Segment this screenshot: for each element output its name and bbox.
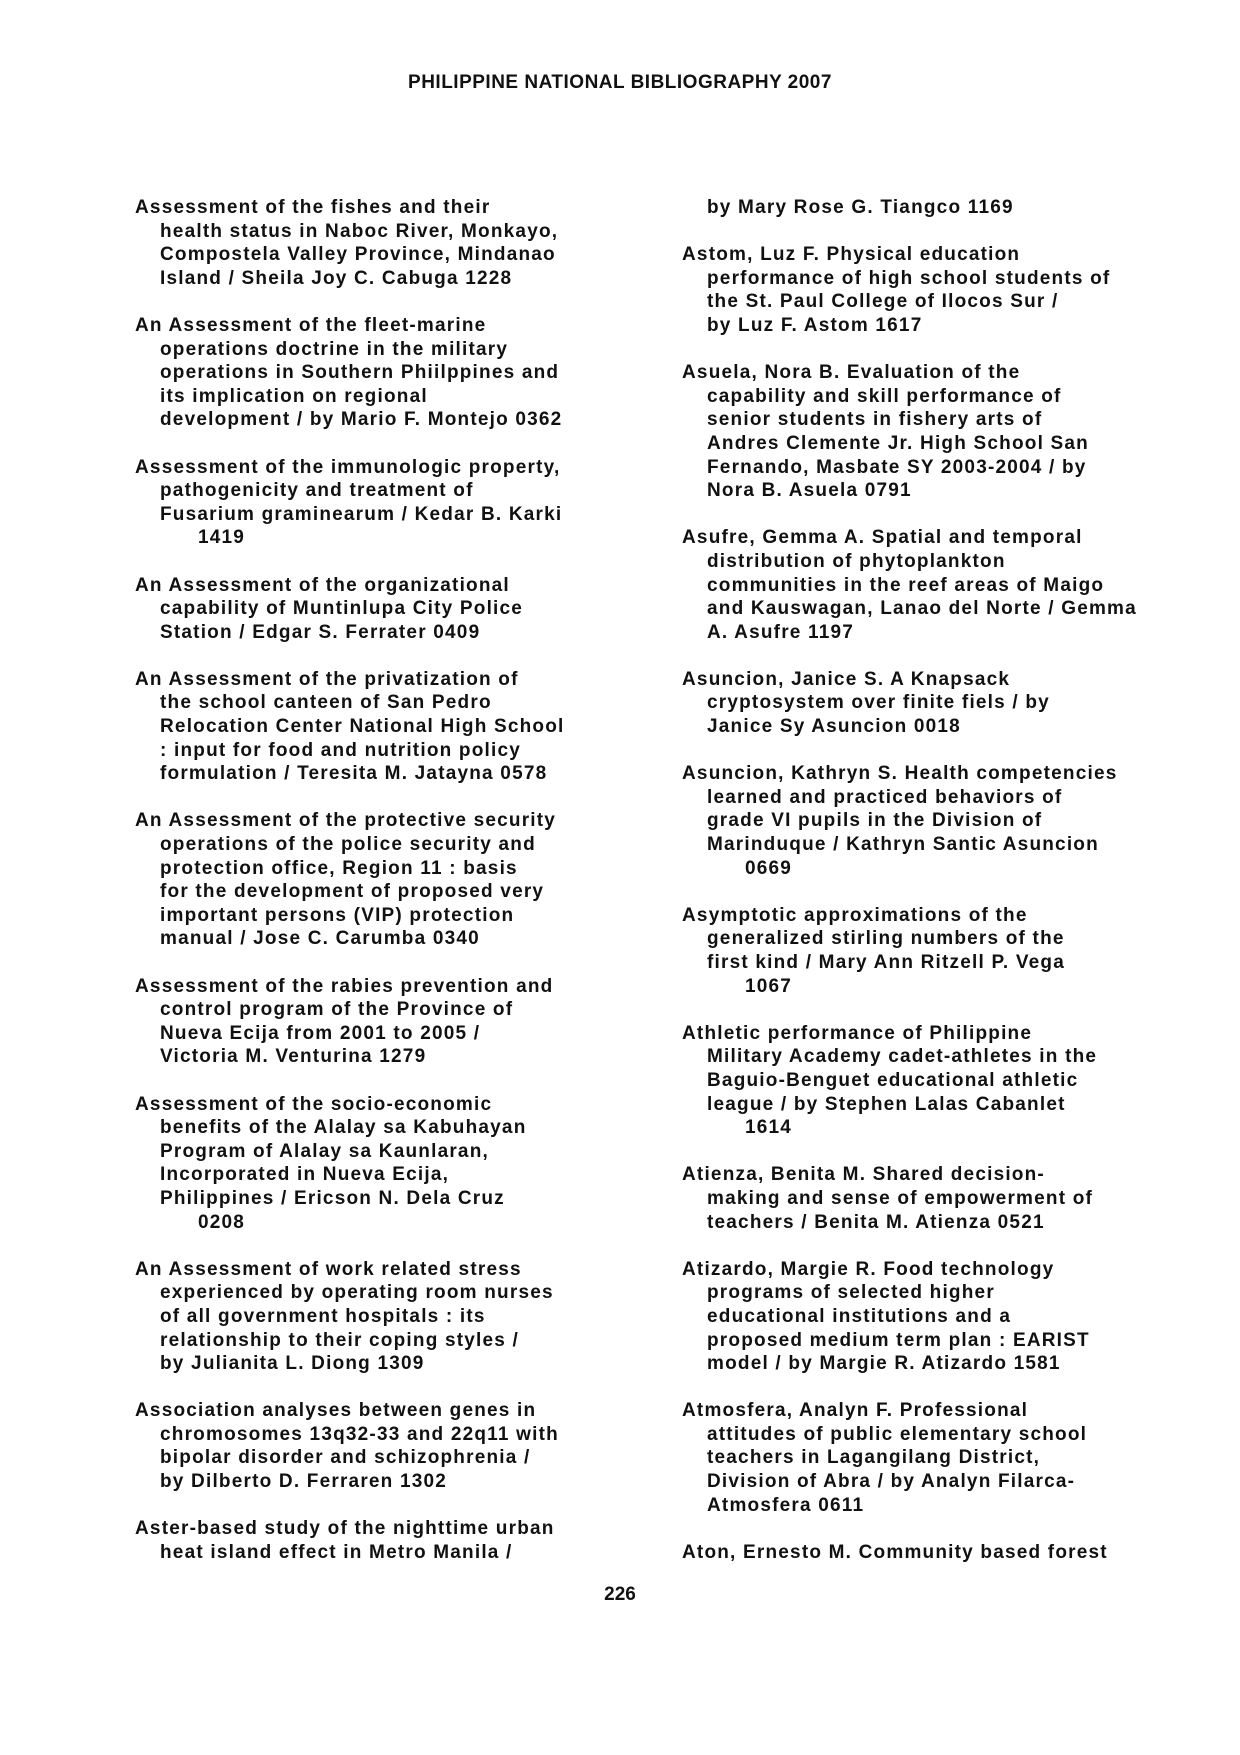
right-column	[682, 196, 1202, 1588]
entry-line: cryptosystem over finite fiels / by	[707, 692, 1050, 714]
entry-line: Asymptotic approximations of the	[682, 904, 1028, 926]
bibliography-entry	[682, 904, 1202, 998]
entry-line: 1614	[745, 1117, 793, 1139]
entry-line: Andres Clemente Jr. High School San	[707, 432, 1089, 454]
bibliography-entry	[682, 243, 1202, 337]
entry-line: An Assessment of the organizational	[135, 574, 510, 596]
entry-line: its implication on regional	[160, 385, 428, 407]
entry-line: Island / Sheila Joy C. Cabuga 1228	[160, 267, 513, 289]
entry-line: programs of selected higher	[707, 1282, 995, 1304]
entry-line: 0669	[745, 857, 793, 879]
bibliography-entry	[135, 1517, 635, 1564]
bibliography-entry	[135, 1399, 635, 1493]
entry-line: grade VI pupils in the Division of	[707, 810, 1043, 832]
entry-line: Atienza, Benita M. Shared decision-	[682, 1164, 1045, 1186]
entry-line: 0208	[198, 1211, 246, 1233]
bibliography-entry	[682, 1022, 1202, 1140]
entry-line: Atizardo, Margie R. Food technology	[682, 1258, 1055, 1280]
entry-line: manual / Jose C. Carumba 0340	[160, 928, 480, 950]
entry-line: benefits of the Alalay sa Kabuhayan	[160, 1117, 527, 1139]
entry-line: of all government hospitals : its	[160, 1305, 486, 1327]
entry-line: chromosomes 13q32-33 and 22q11 with	[160, 1423, 559, 1445]
entry-line: capability of Muntinlupa City Police	[160, 598, 524, 620]
entry-line: Compostela Valley Province, Mindanao	[160, 244, 556, 266]
entry-line: Association analyses between genes in	[135, 1400, 537, 1422]
entry-line: by Julianita L. Diong 1309	[160, 1353, 425, 1375]
entry-line: Relocation Center National High School	[160, 716, 565, 738]
entry-line: experienced by operating room nurses	[160, 1282, 554, 1304]
entry-line: health status in Naboc River, Monkayo,	[160, 220, 559, 242]
entry-line: Baguio-Benguet educational athletic	[707, 1069, 1079, 1091]
entry-line: Division of Abra / by Analyn Filarca-	[707, 1471, 1076, 1493]
entry-line: for the development of proposed very	[160, 881, 545, 903]
entry-line: Nora B. Asuela 0791	[707, 480, 912, 502]
entry-line: : input for food and nutrition policy	[160, 739, 522, 761]
bibliography-entry	[682, 1163, 1202, 1234]
bibliography-entry	[135, 314, 635, 432]
entry-line: control program of the Province of	[160, 999, 514, 1021]
entry-line: Asuncion, Kathryn S. Health competencies	[682, 763, 1118, 785]
entry-line: development / by Mario F. Montejo 0362	[160, 409, 563, 431]
entry-line: operations in Southern Phiilppines and	[160, 362, 560, 384]
entry-line: teachers in Lagangilang District,	[707, 1447, 1041, 1469]
bibliography-entry	[135, 1258, 635, 1376]
entry-line: An Assessment of the privatization of	[135, 668, 519, 690]
entry-line: generalized stirling numbers of the	[707, 928, 1065, 950]
entry-line: Victoria M. Venturina 1279	[160, 1046, 427, 1068]
bibliography-entry	[135, 1093, 635, 1235]
bibliography-entry	[682, 196, 1202, 220]
entry-line: capability and skill performance of	[707, 385, 1062, 407]
bibliography-entry	[682, 1399, 1202, 1517]
entry-line: Assessment of the immunologic property,	[135, 456, 561, 478]
entry-line: Assessment of the socio-economic	[135, 1093, 493, 1115]
bibliography-entry	[682, 1541, 1202, 1565]
entry-line: attitudes of public elementary school	[707, 1423, 1088, 1445]
entry-line: Asufre, Gemma A. Spatial and temporal	[682, 527, 1083, 549]
bibliography-entry	[135, 668, 635, 786]
entry-line: Astom, Luz F. Physical education	[682, 244, 1021, 266]
entry-line: league / by Stephen Lalas Cabanlet	[707, 1093, 1066, 1115]
entry-line: Nueva Ecija from 2001 to 2005 /	[160, 1022, 481, 1044]
entry-line: proposed medium term plan : EARIST	[707, 1329, 1090, 1351]
bibliography-entry	[135, 196, 635, 290]
bibliography-entry	[682, 526, 1202, 644]
entry-line: relationship to their coping styles /	[160, 1329, 520, 1351]
entry-line: the school canteen of San Pedro	[160, 692, 492, 714]
bibliography-entry	[682, 361, 1202, 503]
entry-line: model / by Margie R. Atizardo 1581	[707, 1353, 1061, 1375]
entry-line: An Assessment of the fleet-marine	[135, 314, 487, 336]
entry-line: formulation / Teresita M. Jatayna 0578	[160, 763, 548, 785]
page-number: 226	[604, 1584, 636, 1605]
entry-line: performance of high school students of	[707, 267, 1111, 289]
bibliography-entry	[135, 975, 635, 1069]
entry-line: pathogenicity and treatment of	[160, 480, 474, 502]
entry-line: 1419	[198, 527, 246, 549]
entry-line: Asuela, Nora B. Evaluation of the	[682, 362, 1021, 384]
entry-line: Incorporated in Nueva Ecija,	[160, 1164, 450, 1186]
entry-line: An Assessment of work related stress	[135, 1258, 522, 1280]
entry-line: first kind / Mary Ann Ritzell P. Vega	[707, 952, 1065, 973]
bibliography-entry	[682, 1258, 1202, 1376]
entry-line: learned and practiced behaviors of	[707, 786, 1063, 808]
entry-line: Fernando, Masbate SY 2003-2004 / by	[707, 456, 1087, 478]
bibliography-entry	[682, 668, 1202, 739]
entry-line: and Kauswagan, Lanao del Norte / Gemma	[707, 598, 1137, 620]
entry-line: educational institutions and a	[707, 1305, 1012, 1327]
entry-line: by Dilberto D. Ferraren 1302	[160, 1471, 448, 1493]
entry-line: Janice Sy Asuncion 0018	[707, 716, 961, 738]
entry-line: by Mary Rose G. Tiangco 1169	[707, 197, 1014, 218]
entry-line: A. Asufre 1197	[707, 621, 855, 643]
entry-line: Marinduque / Kathryn Santic Asuncion	[707, 834, 1099, 856]
entry-line: Atmosfera 0611	[707, 1494, 865, 1516]
entry-line: Atmosfera, Analyn F. Professional	[682, 1400, 1029, 1422]
entry-line: bipolar disorder and schizophrenia /	[160, 1447, 531, 1469]
entry-line: operations doctrine in the military	[160, 338, 509, 360]
bibliography-entry	[135, 809, 635, 951]
entry-line: Athletic performance of Philippine	[682, 1022, 1033, 1044]
entry-line: Fusarium graminearum / Kedar B. Karki	[160, 503, 563, 525]
entry-line: Military Academy cadet-athletes in the	[707, 1046, 1098, 1068]
entry-line: Aton, Ernesto M. Community based forest	[682, 1541, 1108, 1563]
entry-line: heat island effect in Metro Manila /	[160, 1541, 513, 1563]
entry-line: by Luz F. Astom 1617	[707, 314, 923, 336]
entry-line: senior students in fishery arts of	[707, 409, 1043, 431]
bibliography-entry	[135, 456, 635, 550]
entry-line: Aster-based study of the nighttime urban	[135, 1518, 555, 1540]
page-header-title: PHILIPPINE NATIONAL BIBLIOGRAPHY 2007	[408, 72, 832, 93]
entry-line: teachers / Benita M. Atienza 0521	[707, 1211, 1045, 1233]
entry-line: Assessment of the fishes and their	[135, 197, 491, 218]
entry-line: important persons (VIP) protection	[160, 904, 515, 926]
entry-line: communities in the reef areas of Maigo	[707, 574, 1105, 596]
entry-line: distribution of phytoplankton	[707, 550, 1006, 572]
entry-line: Asuncion, Janice S. A Knapsack	[682, 668, 1011, 690]
entry-line: An Assessment of the protective security	[135, 810, 557, 832]
entry-line: operations of the police security and	[160, 834, 536, 856]
entry-line: 1067	[745, 975, 793, 997]
entry-line: the St. Paul College of Ilocos Sur /	[707, 291, 1059, 313]
entry-line: making and sense of empowerment of	[707, 1187, 1094, 1209]
entry-line: protection office, Region 11 : basis	[160, 857, 518, 879]
entry-line: Station / Edgar S. Ferrater 0409	[160, 621, 481, 643]
entry-line: Philippines / Ericson N. Dela Cruz	[160, 1187, 505, 1209]
bibliography-entry	[682, 762, 1202, 880]
entry-line: Program of Alalay sa Kaunlaran,	[160, 1140, 489, 1162]
left-column	[135, 196, 635, 1588]
bibliography-entry	[135, 574, 635, 645]
entry-line: Assessment of the rabies prevention and	[135, 975, 554, 997]
